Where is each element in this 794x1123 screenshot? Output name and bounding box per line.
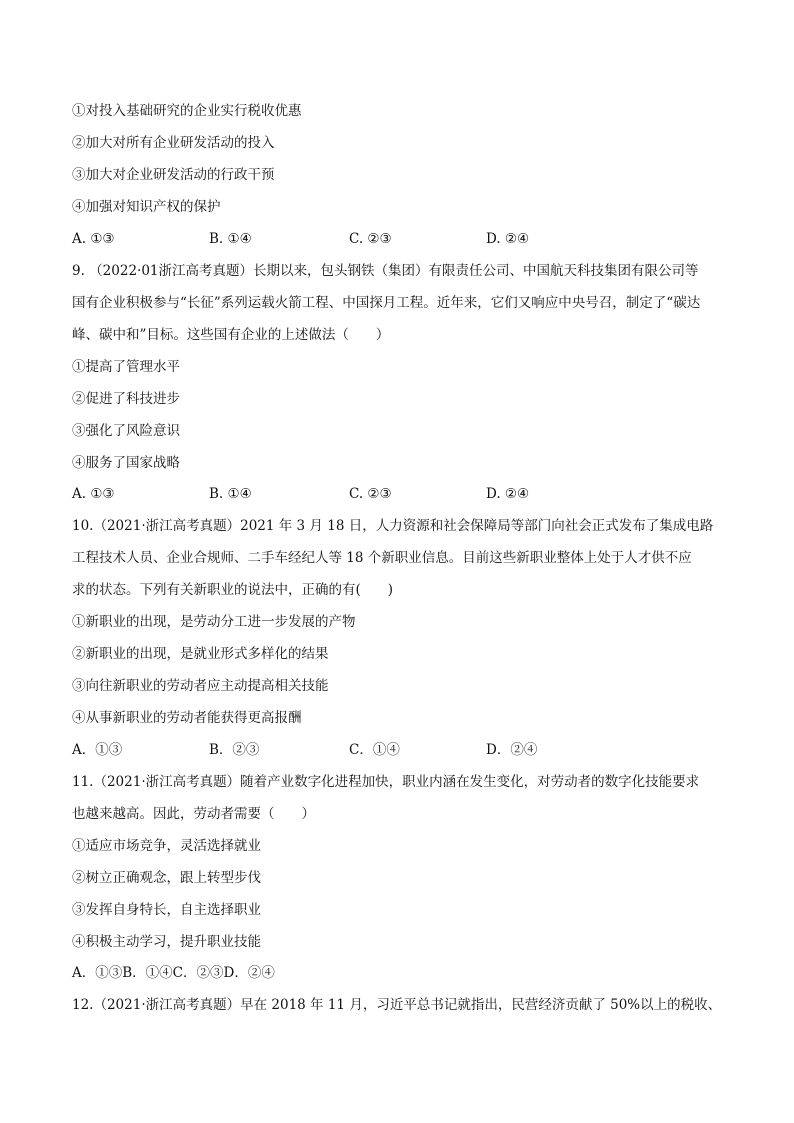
q9-item-3: ③强化了风险意识	[72, 423, 180, 439]
q9-option-b: B. ①④	[209, 486, 252, 502]
q10-item-2: ②新职业的出现，是就业形式多样化的结果	[72, 646, 329, 662]
q10-stem-line-1: 10.（2021·浙江高考真题）2021 年 3 月 18 日，人力资源和社会保障局等部门向社会正式发布了集成电路	[72, 518, 714, 534]
q9-stem-line-3: 峰、碳中和”目标。这些国有企业的上述做法（ ）	[72, 327, 390, 343]
q8-option-a: A. ①③	[72, 231, 115, 247]
q10-item-1: ①新职业的出现，是劳动分工进一步发展的产物	[72, 614, 356, 630]
q8-option-d: D. ②④	[486, 231, 530, 247]
q9-item-2: ②促进了科技进步	[72, 391, 180, 407]
q11-stem-line-2: 也越来越高。因此，劳动者需要（ ）	[72, 806, 315, 822]
q9-item-1: ①提高了管理水平	[72, 359, 180, 375]
q9-option-a: A. ①③	[72, 486, 115, 502]
q8-item-2: ②加大对所有企业研发活动的投入	[72, 135, 275, 151]
q10-option-b: B．②③	[209, 742, 260, 758]
q9-stem-line-2: 国有企业积极参与“长征”系列运载火箭工程、中国探月工程。近年来，它们又响应中央号召，制定了“碳达	[72, 295, 701, 311]
q8-item-3: ③加大对企业研发活动的行政干预	[72, 167, 275, 183]
q11-item-1: ①适应市场竞争，灵活选择就业	[72, 838, 261, 854]
q11-options: A．①③B．①④C．②③D．②④	[72, 965, 275, 981]
q12-stem-line-1: 12.（2021·浙江高考真题）早在 2018 年 11 月，习近平总书记就指出，民营经济贡献了 50%以上的税收、	[72, 997, 722, 1013]
q9-stem-line-1: 9. （2022·01浙江高考真题）长期以来，包头钢铁（集团）有限责任公司、中国航天科技集团有限公司等	[72, 263, 699, 279]
q8-options	[72, 229, 672, 249]
q10-stem-line-3: 求的状态。下列有关新职业的说法中，正确的有( )	[72, 582, 394, 598]
q11-item-3: ③发挥自身特长，自主选择职业	[72, 902, 261, 918]
q10-item-4: ④从事新职业的劳动者能获得更高报酬	[72, 710, 302, 726]
q8-option-c: C. ②③	[349, 231, 392, 247]
q9-item-4: ④服务了国家战略	[72, 455, 180, 471]
q10-option-d: D．②④	[486, 742, 538, 758]
q11-stem-line-1: 11.（2021·浙江高考真题）随着产业数字化进程加快，职业内涵在发生变化，对劳动者的数字化技能要求	[72, 774, 700, 790]
q11-item-2: ②树立正确观念，跟上转型步伐	[72, 870, 261, 886]
q8-item-1: ①对投入基础研究的企业实行税收优惠	[72, 103, 302, 119]
q9-options	[72, 484, 672, 504]
q9-option-d: D. ②④	[486, 486, 530, 502]
q11-item-4: ④积极主动学习，提升职业技能	[72, 934, 261, 950]
q9-option-c: C. ②③	[349, 486, 392, 502]
q10-stem-line-2: 工程技术人员、企业合规师、二手车经纪人等 18 个新职业信息。目前这些新职业整体上处于人才供不应	[72, 550, 692, 566]
q8-item-4: ④加强对知识产权的保护	[72, 199, 221, 215]
q10-option-a: A．①③	[72, 742, 123, 758]
q10-item-3: ③向往新职业的劳动者应主动提高相关技能	[72, 678, 329, 694]
q10-options	[72, 740, 672, 760]
q10-option-c: C．①④	[349, 742, 400, 758]
q8-option-b: B. ①④	[209, 231, 252, 247]
